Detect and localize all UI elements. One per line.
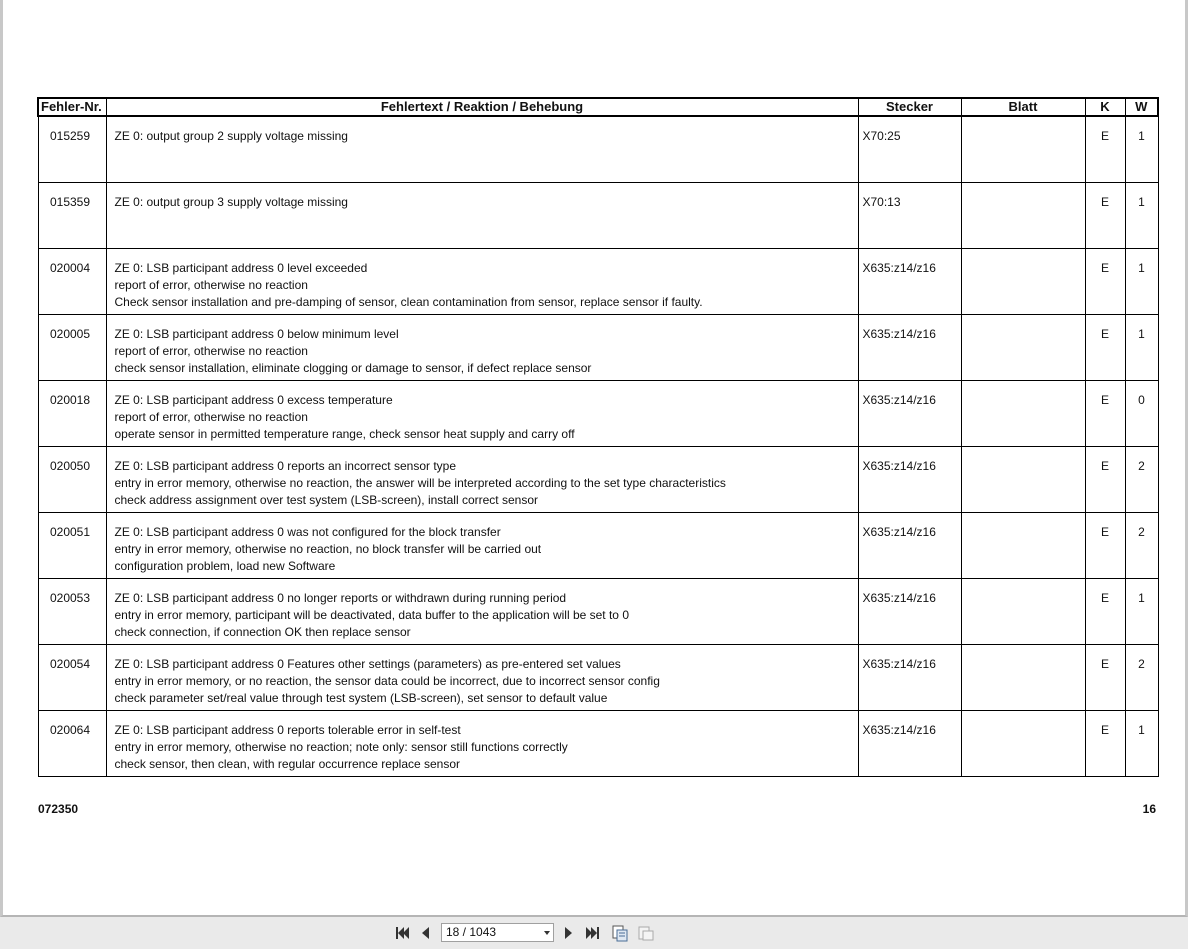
previous-page-button[interactable]: [418, 925, 432, 941]
error-text-line: entry in error memory, or no reaction, the sensor data could be incorrect, due to incorrect sensor config: [114, 673, 660, 688]
first-page-icon: [394, 926, 410, 940]
table-row: [38, 512, 1158, 578]
error-text-cell: [106, 710, 858, 776]
paste-page-icon: [637, 924, 655, 942]
error-text-line: ZE 0: LSB participant address 0 reports an incorrect sensor type: [114, 458, 457, 473]
table-row: [38, 710, 1158, 776]
error-text-line: check sensor, then clean, with regular occurrence replace sensor: [114, 756, 461, 771]
table-header-row: [38, 98, 1158, 116]
k-cell: E: [1085, 380, 1125, 446]
error-text-cell: [106, 182, 858, 248]
error-text-line: check parameter set/real value through test system (LSB-screen), set sensor to default value: [114, 690, 608, 705]
error-text-cell: [106, 644, 858, 710]
w-cell: 2: [1125, 446, 1158, 512]
error-number-cell: 020005: [38, 314, 106, 380]
error-number-cell: 020064: [38, 710, 106, 776]
k-cell: E: [1085, 644, 1125, 710]
error-text-line: configuration problem, load new Software: [114, 558, 336, 573]
error-number-cell: 020018: [38, 380, 106, 446]
table-body: [38, 116, 1158, 776]
sheet-cell: [961, 578, 1085, 644]
error-text-line: Check sensor installation and pre-damping of sensor, clean contamination from sensor, replace sensor if faulty.: [114, 294, 703, 309]
w-cell: 1: [1125, 182, 1158, 248]
error-number-cell: 020054: [38, 644, 106, 710]
copy-page-button[interactable]: [610, 925, 630, 941]
sheet-cell: [961, 116, 1085, 182]
w-cell: 1: [1125, 578, 1158, 644]
connector-cell: X635:z14/z16: [858, 578, 961, 644]
error-text-line: ZE 0: LSB participant address 0 was not configured for the block transfer: [114, 524, 501, 539]
table-row: [38, 182, 1158, 248]
connector-cell: X70:25: [858, 116, 961, 182]
chevron-down-icon: [544, 931, 550, 935]
error-text-line: report of error, otherwise no reaction: [114, 409, 308, 424]
error-text-line: ZE 0: LSB participant address 0 level exceeded: [114, 260, 368, 275]
connector-cell: X635:z14/z16: [858, 644, 961, 710]
paste-page-button[interactable]: [636, 925, 656, 941]
error-number-cell: 015359: [38, 182, 106, 248]
w-cell: 1: [1125, 314, 1158, 380]
table-row: [38, 380, 1158, 446]
next-page-icon: [564, 926, 574, 940]
previous-page-icon: [420, 926, 430, 940]
document-page: [3, 0, 1185, 915]
error-text-line: check connection, if connection OK then replace sensor: [114, 624, 411, 639]
error-number-cell: 020004: [38, 248, 106, 314]
error-text-cell: [106, 512, 858, 578]
connector-cell: X635:z14/z16: [858, 248, 961, 314]
error-text-line: ZE 0: output group 3 supply voltage missing: [114, 194, 348, 209]
w-cell: 1: [1125, 116, 1158, 182]
error-text-line: check address assignment over test system (LSB-screen), install correct sensor: [114, 492, 538, 507]
error-text-line: entry in error memory, otherwise no reaction, no block transfer will be carried out: [114, 541, 542, 556]
header-connector: Stecker: [858, 98, 961, 116]
next-page-button[interactable]: [562, 925, 576, 941]
last-page-button[interactable]: [584, 925, 602, 941]
connector-cell: X635:z14/z16: [858, 710, 961, 776]
error-text-line: entry in error memory, otherwise no reaction, the answer will be interpreted according to the set type characteristics: [114, 475, 726, 490]
error-text-line: ZE 0: LSB participant address 0 Features other settings (parameters) as pre-entered set values: [114, 656, 621, 671]
error-text-line: check sensor installation, eliminate clogging or damage to sensor, if defect replace sensor: [114, 360, 592, 375]
error-number-cell: 020050: [38, 446, 106, 512]
sheet-cell: [961, 710, 1085, 776]
error-text-line: report of error, otherwise no reaction: [114, 343, 308, 358]
w-cell: 1: [1125, 710, 1158, 776]
sheet-cell: [961, 380, 1085, 446]
error-number-cell: 020051: [38, 512, 106, 578]
table-row: [38, 446, 1158, 512]
sheet-cell: [961, 182, 1085, 248]
error-code-table: [37, 97, 1159, 777]
table-row: [38, 578, 1158, 644]
error-text-line: ZE 0: output group 2 supply voltage missing: [114, 129, 348, 143]
first-page-button[interactable]: [393, 925, 411, 941]
k-cell: E: [1085, 116, 1125, 182]
error-text-line: ZE 0: LSB participant address 0 below minimum level: [114, 326, 399, 341]
table-row: [38, 116, 1158, 182]
header-error-number: Fehler-Nr.: [38, 98, 106, 116]
k-cell: E: [1085, 248, 1125, 314]
w-cell: 2: [1125, 644, 1158, 710]
error-text-line: ZE 0: LSB participant address 0 reports tolerable error in self-test: [114, 722, 461, 737]
page-indicator: 18 / 1043: [446, 925, 497, 939]
table-row: [38, 314, 1158, 380]
header-k: K: [1085, 98, 1125, 116]
table-row: [38, 248, 1158, 314]
k-cell: E: [1085, 446, 1125, 512]
error-text-line: entry in error memory, participant will be deactivated, data buffer to the application will be set to 0: [114, 607, 629, 622]
sheet-cell: [961, 248, 1085, 314]
page-selector[interactable]: [441, 923, 554, 942]
connector-cell: X70:13: [858, 182, 961, 248]
k-cell: E: [1085, 710, 1125, 776]
header-error-text: Fehlertext / Reaktion / Behebung: [106, 98, 858, 116]
w-cell: 0: [1125, 380, 1158, 446]
connector-cell: X635:z14/z16: [858, 446, 961, 512]
w-cell: 2: [1125, 512, 1158, 578]
connector-cell: X635:z14/z16: [858, 314, 961, 380]
copy-page-icon: [611, 924, 629, 942]
error-text-line: ZE 0: LSB participant address 0 excess temperature: [114, 392, 393, 407]
error-text-line: entry in error memory, otherwise no reaction; note only: sensor still functions correctly: [114, 739, 568, 754]
error-text-cell: [106, 314, 858, 380]
connector-cell: X635:z14/z16: [858, 380, 961, 446]
error-text-line: report of error, otherwise no reaction: [114, 277, 308, 292]
last-page-icon: [585, 926, 601, 940]
sheet-cell: [961, 512, 1085, 578]
sheet-cell: [961, 314, 1085, 380]
error-text-line: ZE 0: LSB participant address 0 no longer reports or withdrawn during running period: [114, 590, 567, 605]
header-w: W: [1125, 98, 1158, 116]
error-text-cell: [106, 446, 858, 512]
error-text-line: operate sensor in permitted temperature range, check sensor heat supply and carry off: [114, 426, 575, 441]
k-cell: E: [1085, 578, 1125, 644]
connector-cell: X635:z14/z16: [858, 512, 961, 578]
table-row: [38, 644, 1158, 710]
w-cell: 1: [1125, 248, 1158, 314]
error-text-cell: [106, 578, 858, 644]
error-text-cell: [106, 380, 858, 446]
error-number-cell: 015259: [38, 116, 106, 182]
error-text-cell: [106, 248, 858, 314]
sheet-cell: [961, 446, 1085, 512]
error-number-cell: 020053: [38, 578, 106, 644]
header-sheet: Blatt: [961, 98, 1085, 116]
error-text-cell: [106, 116, 858, 182]
page-number: 16: [1142, 802, 1156, 816]
k-cell: E: [1085, 182, 1125, 248]
k-cell: E: [1085, 314, 1125, 380]
document-number: 072350: [38, 802, 79, 816]
k-cell: E: [1085, 512, 1125, 578]
sheet-cell: [961, 644, 1085, 710]
